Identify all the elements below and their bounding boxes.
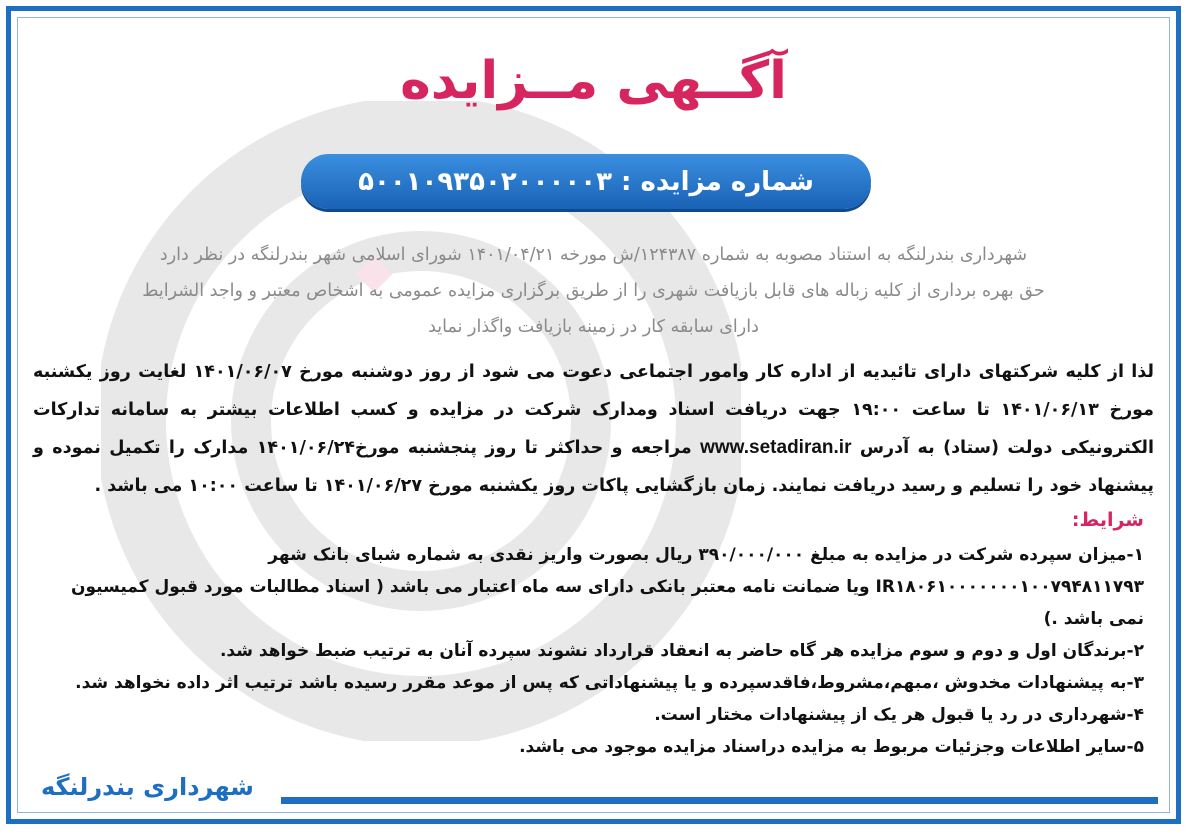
intro-paragraph — [41, 237, 1146, 345]
conditions-heading: شرایط: — [1071, 509, 1144, 531]
auction-number-banner — [301, 154, 871, 209]
intro-line: حق بهره برداری از کلیه زباله های قابل بازیافت شهری را از طریق برگزاری مزایده عمومی به اشخاص معتبر و واجد الشرایط — [142, 281, 1045, 301]
condition-item: ۱-میزان سپرده شرکت در مزایده به مبلغ ۳۹۰/۰۰۰/۰۰۰ ریال بصورت واریز نقدی به شماره شبای بانک شهر IR۱۸۰۶۱۰۰۰۰۰۰۰۱۰۰۷۹۴۸۱۱۷۹۳ ویا ضمانت نامه معتبر بانکی دارای سه ماه اعتبار می باشد ( اسناد مطالبات مورد قبول کمیسیون نمی باشد .) — [70, 545, 1144, 629]
main-text-part2: مراجعه و حداکثر تا روز پنجشنبه مورخ۱۴۰۱/۰۶/۲۴ مدارک را تکمیل نموده و پیشنهاد خود را تسلیم و رسید دریافت نمایند. زمان بازگشایی پاکات روز یکشنبه مورخ ۱۴۰۱/۰۶/۲۷ تا ساعت ۱۰:۰۰ می باشد . — [33, 438, 1154, 496]
intro-line: شهرداری بندرلنگه به استناد مصوبه به شماره ۱۲۴۳۸۷/ش مورخه ۱۴۰۱/۰۴/۲۱ شورای اسلامی شهر بندرلنگه در نظر دارد — [159, 245, 1028, 265]
footer-municipality-name: شهرداری بندرلنگه — [41, 773, 254, 801]
notice-frame — [6, 6, 1181, 824]
main-text-part1: لذا از کلیه شرکتهای دارای تائیدیه از اداره کار وامور اجتماعی دعوت می شود از روز دوشنبه مورخ ۱۴۰۱/۰۶/۰۷ لغایت روز یکشنبه مورخ ۱۴۰۱/۰۶/۱۳ تا ساعت ۱۹:۰۰ جهت دریافت اسناد ومدارک شرکت در مزایده و کسب اطلاعات بیشتر به سامانه تدارکات الکترونیکی دولت (ستاد) به آدرس — [33, 362, 1154, 458]
intro-line: دارای سابقه کار در زمینه بازیافت واگذار نماید — [428, 317, 759, 337]
auction-number: شماره مزایده : ۵۰۰۱۰۹۳۵۰۲۰۰۰۰۰۳ — [358, 166, 814, 197]
main-paragraph — [33, 353, 1154, 505]
condition-item: ۲-برندگان اول و دوم و سوم مزایده هر گاه حاضر به انعقاد قرارداد نشوند سپرده آنان به ترتیب ضبط خواهد شد. — [219, 641, 1144, 661]
conditions-list — [33, 539, 1144, 763]
website-link[interactable]: www.setadiran.ir — [700, 437, 852, 458]
notice-title: آگــهی مــزایده — [400, 51, 787, 111]
condition-item: ۴-شهرداری در رد یا قبول هر یک از پیشنهادات مختار است. — [654, 705, 1144, 725]
condition-item: ۵-سایر اطلاعات وجزئیات مربوط به مزایده دراسناد مزایده موجود می باشد. — [519, 737, 1144, 757]
condition-item: ۳-به پیشنهادات مخدوش ،مبهم،مشروط،فاقدسپرده و یا پیشنهاداتی که پس از موعد مقرر رسیده باشد ترتیب اثر داده نخواهد شد. — [75, 673, 1144, 693]
footer-divider — [281, 797, 1158, 804]
